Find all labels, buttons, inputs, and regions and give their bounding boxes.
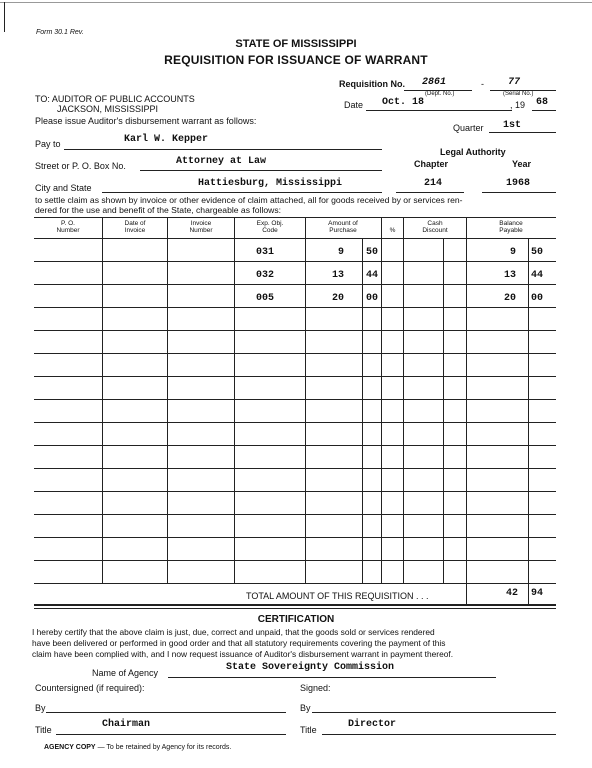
year-suffix: 68 (536, 97, 549, 108)
by-left-label: By (35, 703, 46, 713)
dept-caption: (Dept. No.) (425, 91, 455, 97)
exp-code: 005 (256, 293, 275, 304)
balance-cents: 00 (531, 293, 544, 304)
title-right-label: Title (300, 725, 317, 735)
amount-cents: 50 (366, 247, 379, 258)
total-dollars: 42 (506, 588, 519, 599)
agency-label: Name of Agency (92, 668, 159, 678)
balance-dollars: 9 (510, 247, 517, 258)
col-balance-payable: Balance Payable (499, 220, 523, 234)
by-left-signature-line (46, 712, 286, 713)
exp-code: 031 (256, 247, 275, 258)
date-value: Oct. 18 (382, 97, 425, 108)
balance-cents: 44 (531, 270, 544, 281)
title-left-value: Chairman (102, 719, 151, 730)
amount-dollars: 20 (332, 293, 345, 304)
settle-text-1: to settle claim as shown by invoice or other evidence of claim attached, all for goods received by or services ren- (35, 195, 463, 205)
state-title: STATE OF MISSISSIPPI (235, 38, 357, 50)
balance-dollars: 20 (504, 293, 517, 304)
by-right-label: By (300, 703, 311, 713)
quarter-label: Quarter (453, 123, 484, 133)
title-left-label: Title (35, 725, 52, 735)
balance-cents: 50 (531, 247, 544, 258)
col-cash-discount: Cash Discount (422, 220, 448, 234)
pay-to-value: Karl W. Kepper (124, 134, 209, 145)
settle-text-2: dered for the use and benefit of the State, chargeable as follows: (35, 205, 282, 215)
quarter-value: 1st (503, 120, 522, 131)
amount-cents: 00 (366, 293, 379, 304)
col-exp-obj-code: Exp. Obj. Code (256, 220, 284, 234)
form-number: Form 30.1 Rev. (36, 29, 84, 36)
total-label: TOTAL AMOUNT OF THIS REQUISITION . . . (246, 591, 429, 601)
retain-text: — To be retained by Agency for its records. (97, 744, 232, 751)
street-label: Street or P. O. Box No. (35, 161, 126, 171)
requisition-dash: - (481, 79, 484, 89)
serial-caption: (Serial No.) (503, 91, 534, 97)
col-invoice-number: Invoice Number (189, 220, 213, 234)
exp-code: 032 (256, 270, 275, 281)
col-percent: % (389, 227, 396, 234)
year-label: Year (512, 159, 532, 169)
col-po-number: P. O. Number (56, 220, 80, 234)
col-date-of-invoice: Date of Invoice (124, 220, 146, 234)
amount-cents: 44 (366, 270, 379, 281)
addressee-line2: JACKSON, MISSISSIPPI (57, 104, 159, 114)
city-label: City and State (35, 183, 92, 193)
agency-value: State Sovereignty Commission (226, 662, 395, 673)
certification-heading: CERTIFICATION (257, 614, 335, 625)
serial-number: 77 (508, 77, 521, 88)
pay-to-label: Pay to (35, 139, 61, 149)
total-cents: 94 (531, 588, 544, 599)
requisition-label: Requisition No. (339, 79, 405, 89)
certification-line2: have been delivered or performed in good order and that all statutory requirements covering the payment of this (32, 638, 446, 648)
addressee-line3: Please issue Auditor's disbursement warrant as follows: (35, 116, 257, 126)
footer (44, 744, 231, 751)
chapter-value: 214 (424, 178, 443, 189)
agency-copy-label: AGENCY COPY (44, 744, 96, 751)
amount-dollars: 9 (338, 247, 345, 258)
addressee-line1: TO: AUDITOR OF PUBLIC ACCOUNTS (35, 94, 195, 104)
certification-line1: I hereby certify that the above claim is just, due, correct and unpaid, that the goods sold or services rendered (32, 627, 435, 637)
top-edge (0, 2, 592, 3)
certification-line3: claim have been complied with, and I now request issuance of Auditor's disbursement warrant in payment thereof. (32, 649, 454, 659)
dept-number: 2861 (422, 77, 447, 88)
col-amount-of-purchase: Amount of Purchase (328, 220, 358, 234)
amount-dollars: 13 (332, 270, 345, 281)
left-edge-mark (4, 2, 5, 32)
signed-label: Signed: (300, 683, 331, 693)
form-title: REQUISITION FOR ISSUANCE OF WARRANT (164, 53, 428, 67)
legal-authority-heading: Legal Authority (440, 147, 506, 157)
year-prefix: , 19 (510, 100, 526, 110)
chapter-label: Chapter (414, 159, 449, 169)
date-label: Date (344, 100, 364, 110)
countersigned-label: Countersigned (if required): (35, 683, 145, 693)
title-right-value: Director (348, 719, 397, 730)
street-value: Attorney at Law (176, 156, 267, 167)
by-right-signature-line (312, 712, 556, 713)
balance-dollars: 13 (504, 270, 517, 281)
authority-year-value: 1968 (506, 178, 531, 189)
city-value: Hattiesburg, Mississippi (198, 178, 343, 189)
